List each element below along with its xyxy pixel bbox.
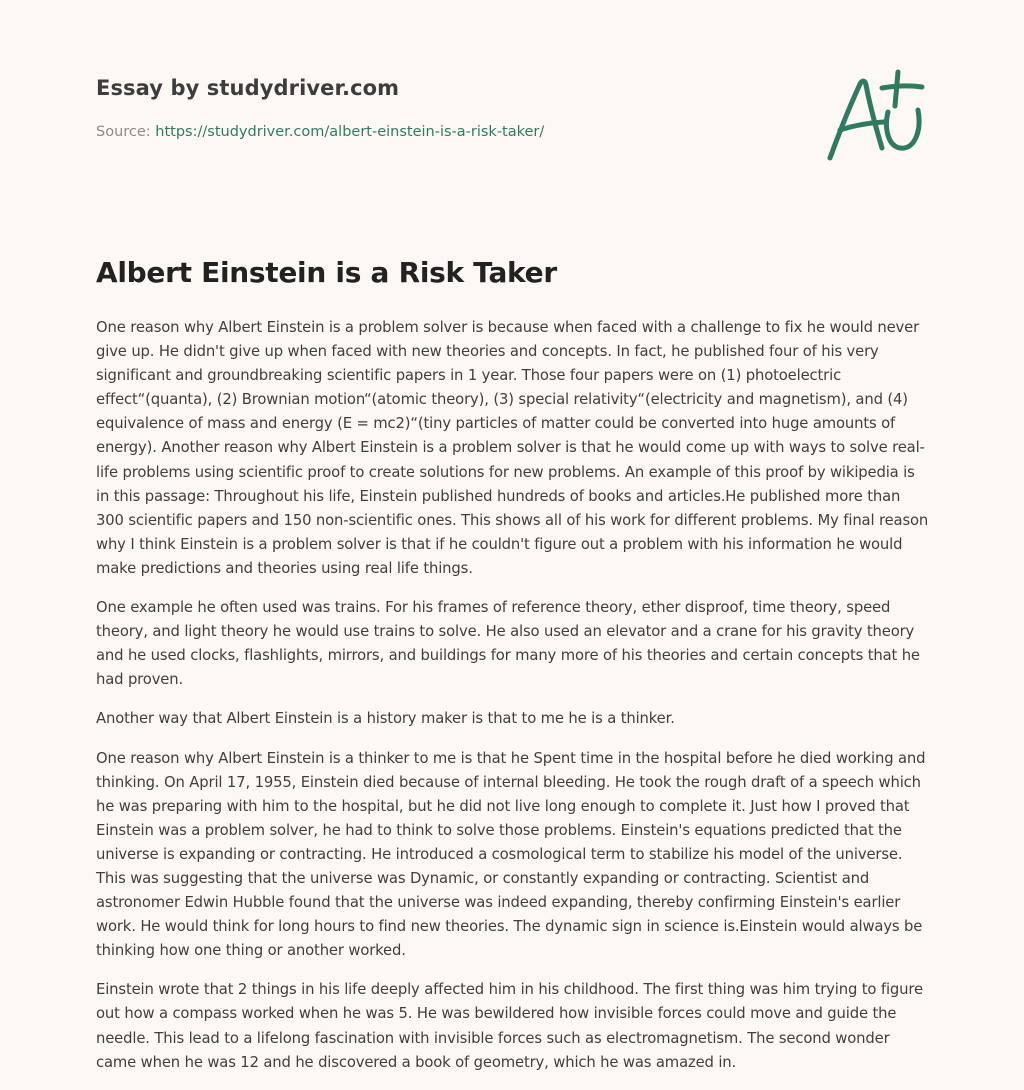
essay-paragraph: Another way that Albert Einstein is a history maker is that to me he is a thinker. — [96, 710, 675, 728]
site-brand: Essay by studydriver.com — [96, 76, 400, 100]
essay-paragraph: One reason why Albert Einstein is a problem solver is because when faced with a challenge to fix he would never give up. He didn't give up when faced with new theories and concepts. In fact, he published four of his very significant and groundbreaking scientific papers in 1 year. Those four papers were on (1) photoelectric effect“(quanta), (2) Brownian motion“(atomic theory), (3) special relativity“(electricity and magnetism), and (4) equivalence of mass and energy (E = mc2)“(tiny particles of matter could be converted into huge amounts of energy). Another reason why Albert Einstein is a problem solver is that he would come up with ways to solve real-life problems using scientific proof to create solutions for new problems. An example of this proof by wikipedia is in this passage: Throughout his life, Einstein published hundreds of books and articles.He published more than 300 scientific papers and 150 non-scientific ones. This shows all of his work for different problems. My final reason why I think Einstein is a problem solver is that if he couldn't figure out a problem with his information he would make predictions and theories using real life things. — [96, 319, 929, 577]
essay-paragraph: One example he often used was trains. For his frames of reference theory, ether disproof, time theory, speed theory, and light theory he would use trains to solve. He also used an elevator and a crane for his gravity theory and he used clocks, flashlights, mirrors, and buildings for many more of his theories and certain concepts that he had proven. — [96, 599, 920, 689]
essay-title: Albert Einstein is a Risk Taker — [96, 256, 557, 289]
source-link[interactable]: https://studydriver.com/albert-einstein-is-a-risk-taker/ — [155, 124, 545, 140]
essay-body — [96, 316, 932, 1090]
essay-paragraph: One reason why Albert Einstein is a thinker to me is that he Spent time in the hospital before he died working and thinking. On April 17, 1955, Einstein died because of internal bleeding. He took the rough draft of a speech which he was preparing with him to the hospital, but he did not live long enough to complete it. Just how I proved that Einstein was a problem solver, he had to think to solve those problems. Einstein's equations predicted that the universe is expanding or contracting. He introduced a cosmological term to stabilize his model of the universe. This was suggesting that the universe was Dynamic, or constantly expanding or contracting. Scientist and astronomer Edwin Hubble found that the universe was indeed expanding, thereby confirming Einstein's earlier work. He would think for long hours to find new theories. The dynamic sign in science is.Einstein would always be thinking how one thing or another worked. — [96, 749, 926, 960]
a-plus-logo-icon — [822, 66, 928, 166]
source-label: Source: — [96, 124, 156, 140]
page-header — [96, 76, 936, 140]
source-line — [96, 124, 544, 140]
essay-paragraph: Einstein wrote that 2 things in his life deeply affected him in his childhood. The first thing was him trying to figure out how a compass worked when he was 5. He was bewildered how invisible forces could move and guide the needle. This lead to a lifelong fascination with invisible forces such as electromagnetism. The second wonder came when he was 12 and he discovered a book of geometry, which he was amazed in. — [96, 981, 923, 1071]
